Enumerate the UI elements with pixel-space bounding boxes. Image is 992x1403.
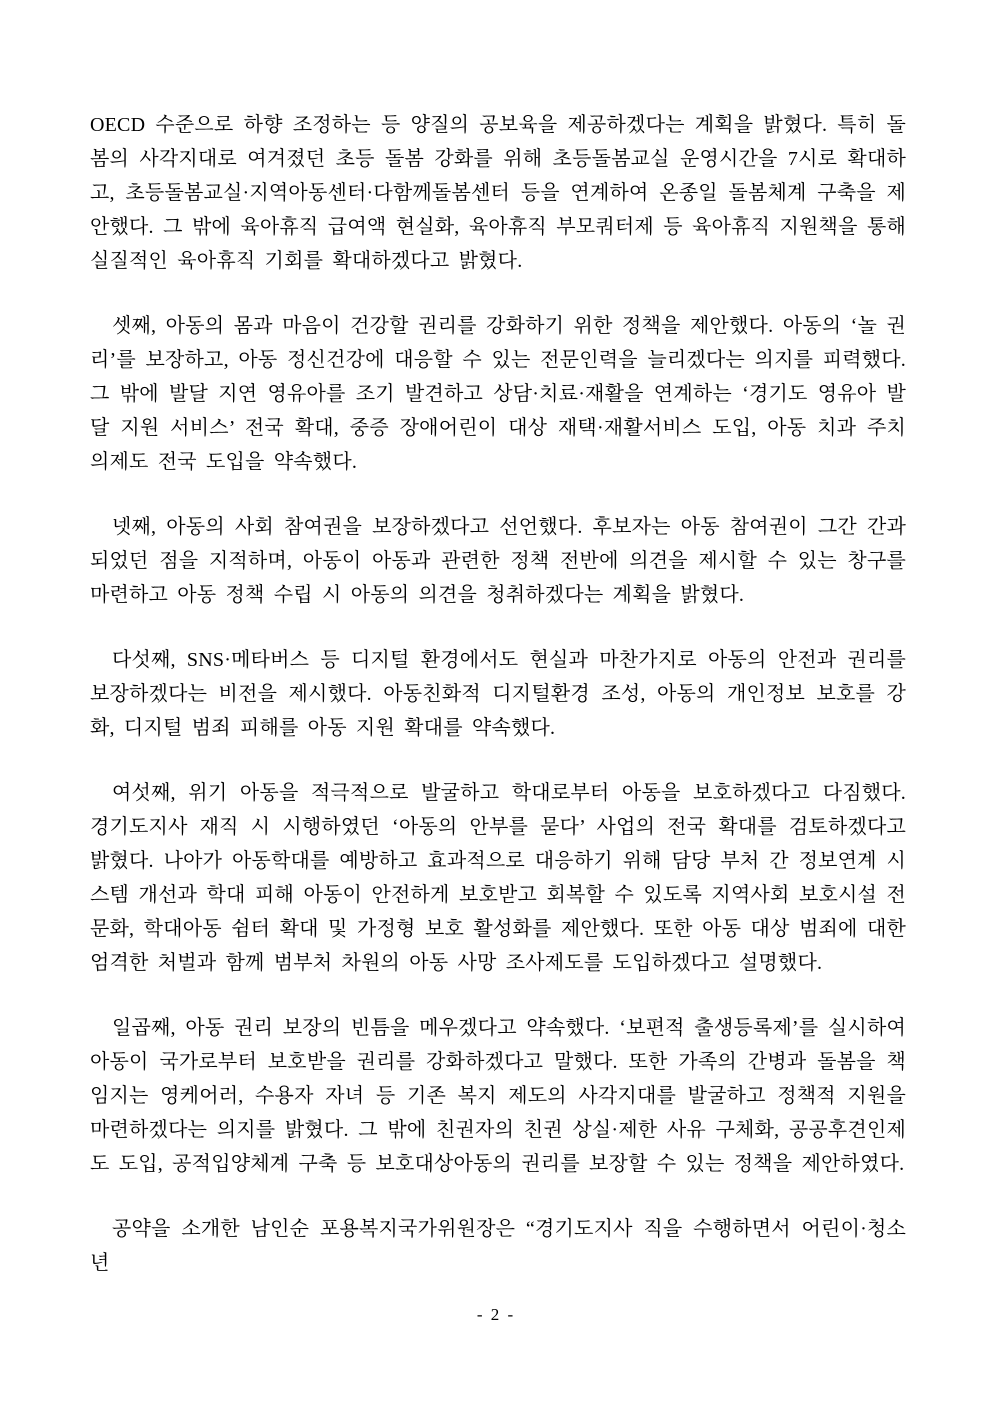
paragraph-third-pledge: 셋째, 아동의 몸과 마음이 건강할 권리를 강화하기 위한 정책을 제안했다. 아동의 ‘놀 권리’를 보장하고, 아동 정신건강에 대응할 수 있는 전문인력을 늘리겠다는 의지를 피력했다. 그 밖에 발달 지연 영유아를 조기 발견하고 상담·치료·재활을 연계하는 ‘경기도 영유아 발달 지원 서비스’ 전국 확대, 중증 장애어린이 대상 재택·재활서비스 도입, 아동 치과 주치의제도 전국 도입을 약속했다.	[90, 315, 906, 473]
paragraph-sixth-pledge: 여섯째, 위기 아동을 적극적으로 발굴하고 학대로부터 아동을 보호하겠다고 다짐했다. 경기도지사 재직 시 시행하였던 ‘아동의 안부를 묻다’ 사업의 전국 확대를 검토하겠다고 밝혔다. 나아가 아동학대를 예방하고 효과적으로 대응하기 위해 담당 부처 간 정보연계 시스템 개선과 학대 피해 아동이 안전하게 보호받고 회복할 수 있도록 지역사회 보호시설 전문화, 학대아동 쉼터 확대 및 가정형 보호 활성화를 제안했다. 또한 아동 대상 범죄에 대한 엄격한 처벌과 함께 범부처 차원의 아동 사망 조사제도를 도입하겠다고 설명했다.	[90, 782, 906, 974]
paragraph-continued: OECD 수준으로 하향 조정하는 등 양질의 공보육을 제공하겠다는 계획을 밝혔다. 특히 돌봄의 사각지대로 여겨졌던 초등 돌봄 강화를 위해 초등돌봄교실 운영시간을 7시로 확대하고, 초등돌봄교실·지역아동센터·다함께돌봄센터 등을 연계하여 온종일 돌봄체계 구축을 제안했다. 그 밖에 육아휴직 급여액 현실화, 육아휴직 부모쿼터제 등 육아휴직 지원책을 통해 실질적인 육아휴직 기회를 확대하겠다고 밝혔다.	[90, 114, 906, 272]
page-number: - 2 -	[476, 1305, 516, 1324]
paragraph-seventh-pledge: 일곱째, 아동 권리 보장의 빈틈을 메우겠다고 약속했다. ‘보편적 출생등록제’를 실시하여 아동이 국가로부터 보호받을 권리를 강화하겠다고 말했다. 또한 가족의 간병과 돌봄을 책임지는 영케어러, 수용자 자녀 등 기존 복지 제도의 사각지대를 발굴하고 정책적 지원을 마련하겠다는 의지를 밝혔다. 그 밖에 친권자의 친권 상실·제한 사유 구체화, 공공후견인제도 도입, 공적입양체계 구축 등 보호대상아동의 권리를 보장할 수 있는 정책을 제안하였다.	[90, 1017, 906, 1175]
paragraph-fourth-pledge: 넷째, 아동의 사회 참여권을 보장하겠다고 선언했다. 후보자는 아동 참여권이 그간 간과되었던 점을 지적하며, 아동이 아동과 관련한 정책 전반에 의견을 제시할 수 있는 창구를 마련하고 아동 정책 수립 시 아동의 의견을 청취하겠다는 계획을 밝혔다.	[90, 516, 906, 606]
page-body	[90, 108, 906, 1311]
paragraph-fifth-pledge: 다섯째, SNS·메타버스 등 디지털 환경에서도 현실과 마찬가지로 아동의 안전과 권리를 보장하겠다는 비전을 제시했다. 아동친화적 디지털환경 조성, 아동의 개인정보 보호를 강화, 디지털 범죄 피해를 아동 지원 확대를 약속했다.	[90, 649, 906, 739]
paragraph-closing-quote: 공약을 소개한 남인순 포용복지국가위원장은 “경기도지사 직을 수행하면서 어린이·청소년	[90, 1218, 906, 1274]
